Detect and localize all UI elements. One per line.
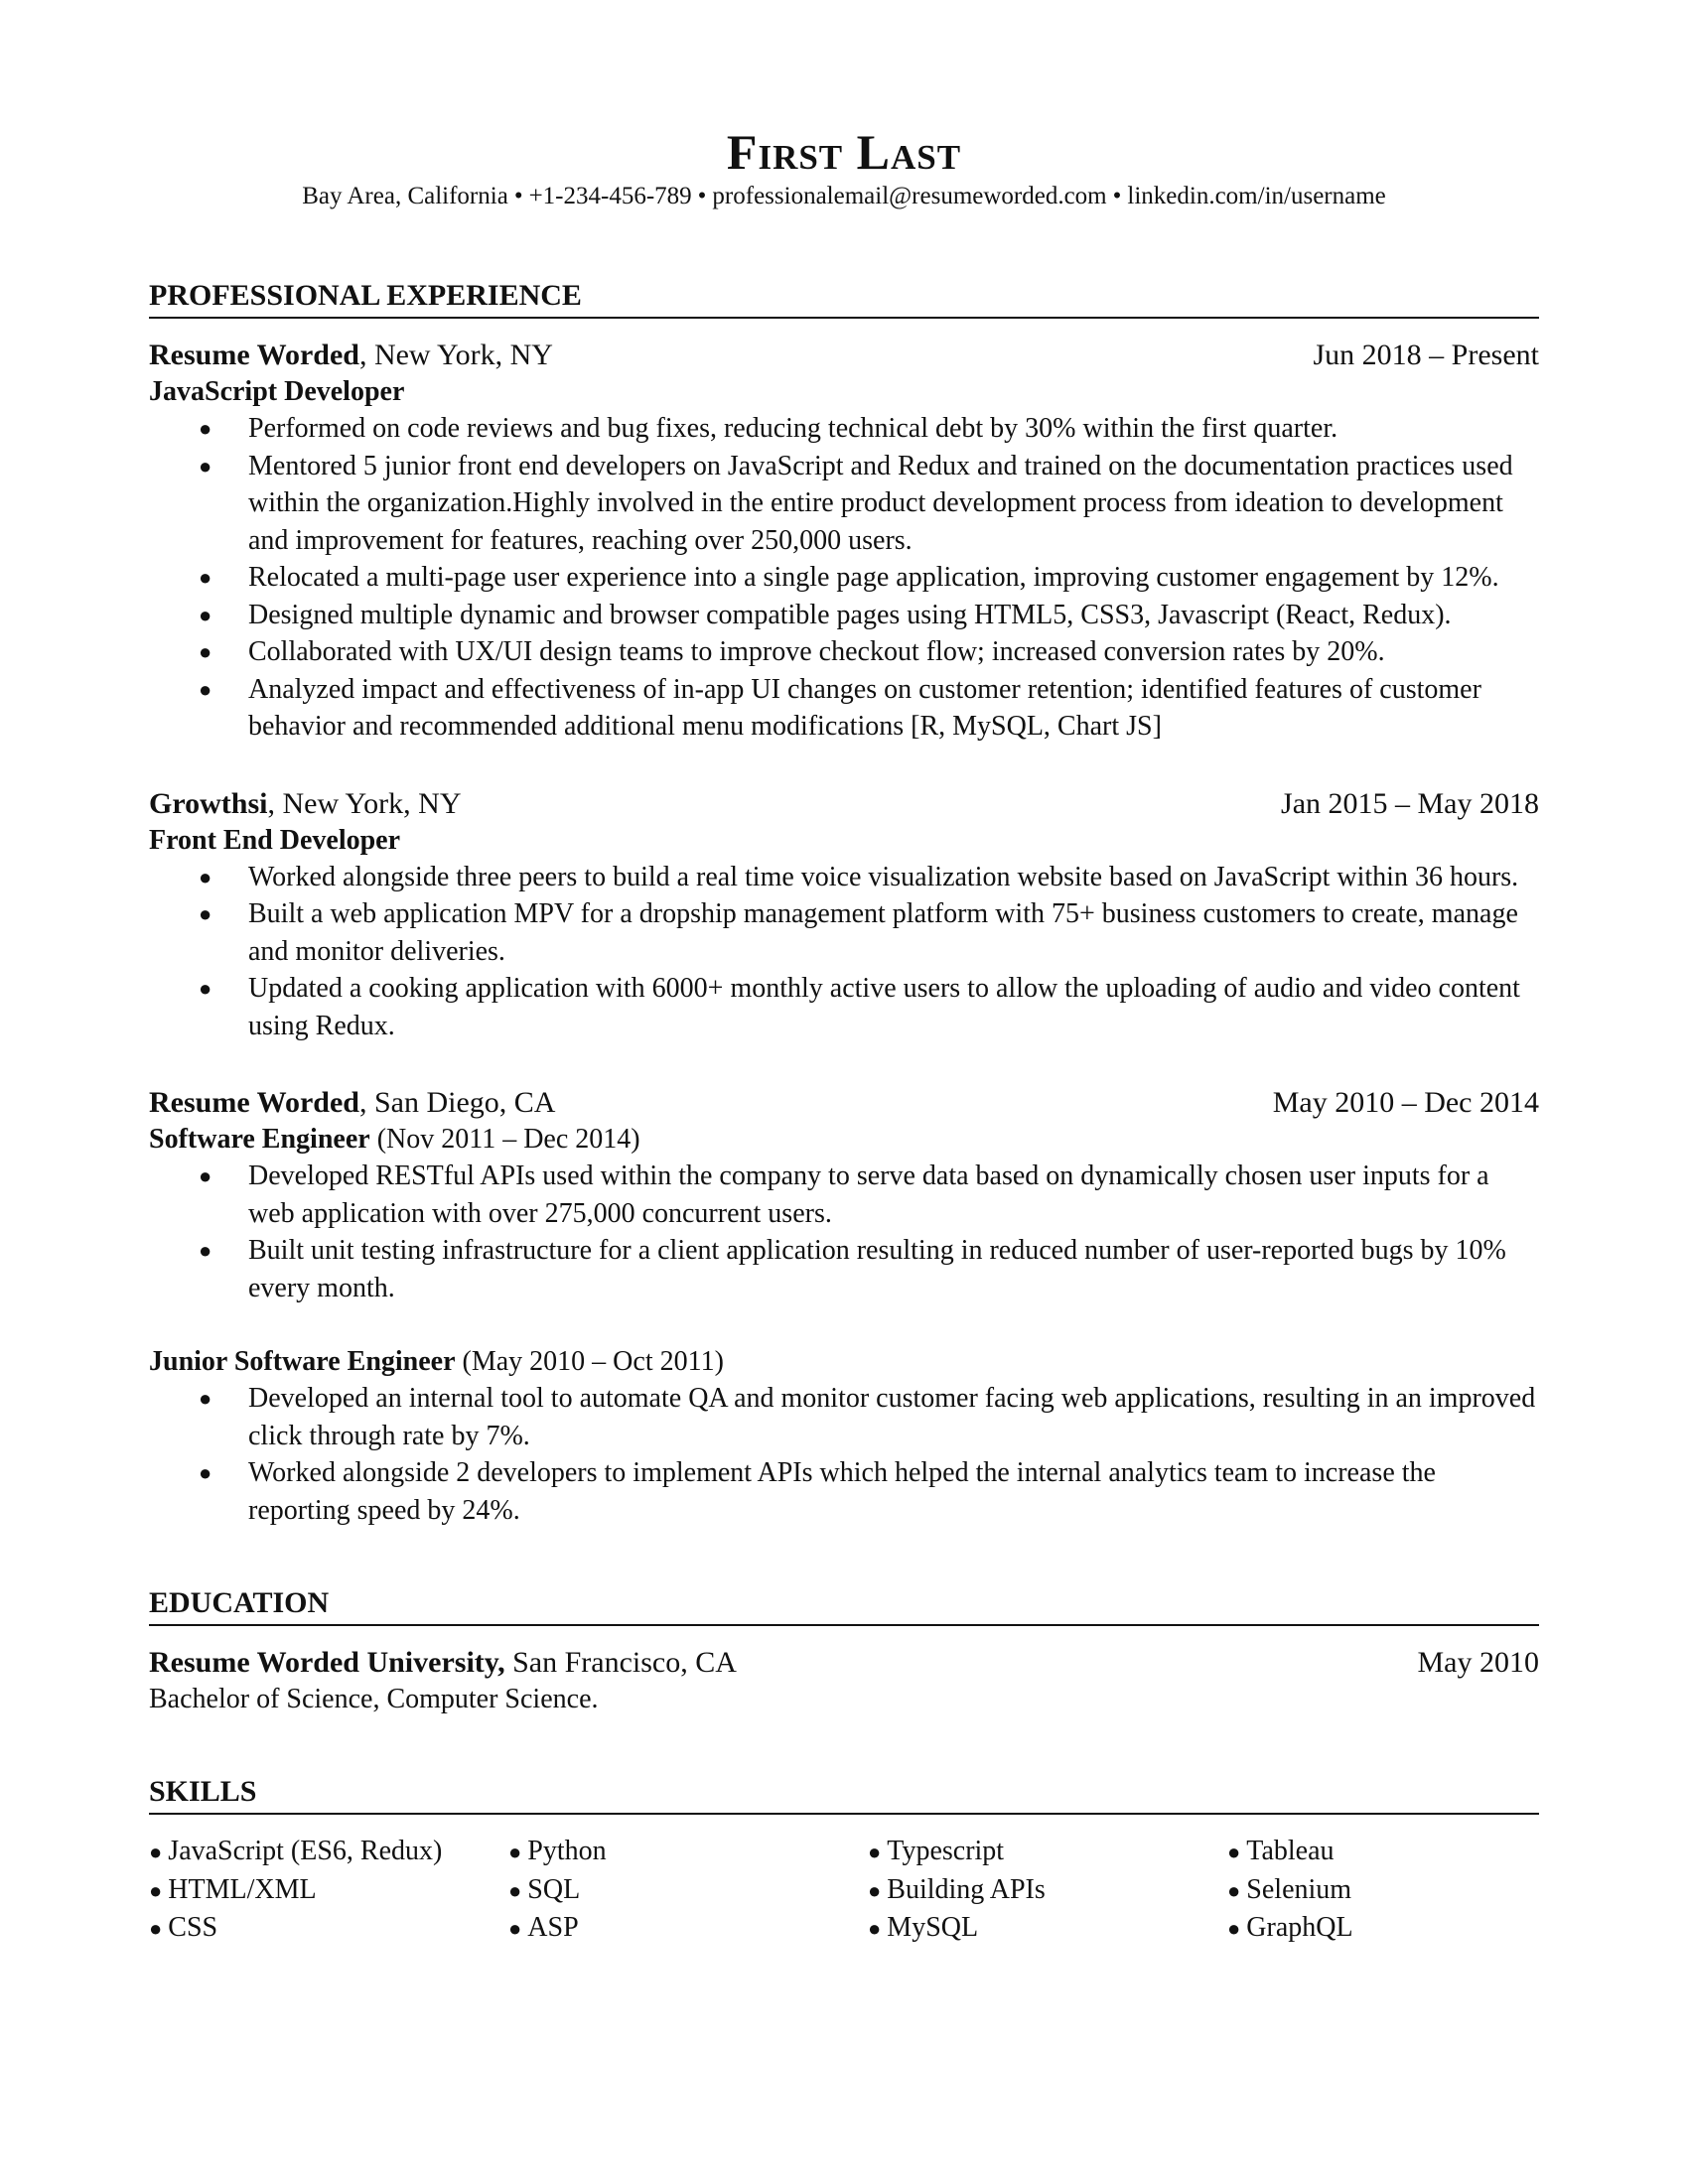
- bullet-item: [149, 1232, 1539, 1306]
- contact-separator: •: [1112, 183, 1122, 209]
- resume-page: [149, 124, 1539, 1948]
- job-employer: [149, 785, 461, 823]
- skill-label: CSS: [168, 1912, 218, 1943]
- skill-label: Tableau: [1246, 1836, 1335, 1866]
- graduation-date: May 2010: [1417, 1646, 1539, 1679]
- bullet-text: Analyzed impact and effectiveness of in-app UI changes on customer retention; identified features of customer behavior and recommended additional menu modifications [R, MySQL, Chart JS]: [248, 673, 1481, 742]
- skill-item: [508, 1833, 868, 1871]
- contact-phone: +1-234-456-789: [528, 183, 692, 209]
- company-name: Resume Worded: [149, 339, 359, 371]
- skill-item: [149, 1833, 508, 1871]
- skill-item: [1227, 1871, 1539, 1910]
- bullet-text: Collaborated with UX/UI design teams to improve checkout flow; increased conversion rates by 20%.: [248, 636, 1385, 667]
- role-dates: (May 2010 – Oct 2011): [455, 1346, 724, 1377]
- job-role: Junior Software Engineer: [149, 1346, 456, 1377]
- job-employer: [149, 1084, 555, 1122]
- education-header: [149, 1644, 1539, 1682]
- bullet-text: Updated a cooking application with 6000+ monthly active users to allow the uploading of audio and video content using Redux.: [248, 973, 1520, 1041]
- contact-location: Bay Area, California: [302, 183, 508, 209]
- bullet-item: [149, 1380, 1539, 1454]
- bullet-dot: ●: [199, 639, 212, 664]
- bullet-text: Relocated a multi-page user experience into a single page application, improving customer engagement by 12%.: [248, 562, 1499, 593]
- skill-item: [868, 1871, 1227, 1910]
- job-role: Software Engineer: [149, 1124, 370, 1155]
- education-section: [149, 1584, 1539, 1717]
- skill-item: [149, 1909, 508, 1948]
- job-employer: [149, 337, 553, 374]
- company-name: Growthsi: [149, 786, 268, 820]
- candidate-name: First Last: [726, 124, 962, 180]
- bullet-item: [149, 895, 1539, 970]
- skill-label: Building APIs: [887, 1873, 1046, 1905]
- job-entry: [149, 337, 1539, 746]
- experience-section: [149, 277, 1539, 1529]
- bullet-text: Built a web application MPV for a dropship management platform with 75+ business customers to create, manage and monitor deliveries.: [248, 898, 1518, 967]
- education-heading: EDUCATION: [149, 1584, 1539, 1626]
- job-header: [149, 337, 1539, 374]
- skill-label: MySQL: [887, 1912, 979, 1943]
- company-location: , San Diego, CA: [358, 1086, 556, 1119]
- skills-section: [149, 1773, 1539, 1948]
- skill-bullet: ●: [868, 1916, 882, 1941]
- bullet-item: [149, 410, 1539, 448]
- company-location: , New York, NY: [358, 339, 553, 371]
- bullet-text: Mentored 5 junior front end developers on JavaScript and Redux and trained on the documentation practices used within the organization.Highly involved in the entire product development process from ideation to development and improvement for features, reaching over 250,000 users.: [248, 450, 1513, 556]
- skill-item: [508, 1909, 868, 1948]
- job-bullets: [149, 1158, 1539, 1306]
- bullet-item: [149, 1454, 1539, 1529]
- skill-item: [868, 1909, 1227, 1948]
- role-dates: (Nov 2011 – Dec 2014): [369, 1124, 640, 1155]
- skill-item: [1227, 1833, 1539, 1871]
- bullet-dot: ●: [199, 676, 212, 702]
- sub-role-entry: [149, 1344, 1539, 1529]
- skills-heading: SKILLS: [149, 1773, 1539, 1815]
- bullet-text: Performed on code reviews and bug fixes, reducing technical debt by 30% within the first quarter.: [248, 413, 1338, 444]
- skill-bullet: ●: [149, 1877, 163, 1903]
- job-dates: Jan 2015 – May 2018: [1281, 786, 1539, 820]
- skill-label: GraphQL: [1246, 1912, 1353, 1943]
- skill-label: SQL: [527, 1873, 581, 1905]
- bullet-item: [149, 559, 1539, 597]
- job-role: Front End Developer: [149, 824, 401, 856]
- job-entry: [149, 785, 1539, 1045]
- bullet-text: Developed an internal tool to automate QA and monitor customer facing web applications, resulting in an improved click through rate by 7%.: [248, 1383, 1536, 1451]
- skill-bullet: ●: [1227, 1916, 1241, 1941]
- contact-linkedin: linkedin.com/in/username: [1127, 183, 1386, 209]
- bullet-text: Designed multiple dynamic and browser compatible pages using HTML5, CSS3, Javascript (React, Redux).: [248, 599, 1452, 630]
- skill-label: Selenium: [1246, 1873, 1352, 1905]
- bullet-dot: ●: [199, 1460, 212, 1485]
- job-role: JavaScript Developer: [149, 376, 405, 407]
- job-bullets: [149, 859, 1539, 1045]
- company-name: Resume Worded: [149, 1086, 359, 1119]
- school-location: San Francisco, CA: [504, 1646, 737, 1679]
- role-line: [149, 823, 1539, 859]
- bullet-item: [149, 671, 1539, 746]
- bullet-dot: ●: [199, 602, 212, 627]
- school-line: [149, 1644, 737, 1682]
- experience-heading: PROFESSIONAL EXPERIENCE: [149, 277, 1539, 319]
- skill-label: ASP: [527, 1912, 579, 1943]
- skill-bullet: ●: [508, 1916, 522, 1941]
- skill-item: [508, 1871, 868, 1910]
- bullet-text: Developed RESTful APIs used within the company to serve data based on dynamically chosen user inputs for a web application with over 275,000 concurrent users.: [248, 1160, 1489, 1229]
- bullet-dot: ●: [199, 976, 212, 1001]
- job-dates: Jun 2018 – Present: [1313, 339, 1539, 371]
- job-bullets: [149, 1380, 1539, 1529]
- bullet-dot: ●: [199, 565, 212, 590]
- skill-bullet: ●: [149, 1916, 163, 1941]
- bullet-text: Worked alongside 2 developers to implement APIs which helped the internal analytics team to increase the reporting speed by 24%.: [248, 1457, 1436, 1526]
- skill-bullet: ●: [868, 1840, 882, 1864]
- bullet-dot: ●: [199, 864, 212, 889]
- bullet-dot: ●: [199, 1386, 212, 1411]
- skills-grid: [149, 1833, 1539, 1948]
- skill-bullet: ●: [149, 1840, 163, 1864]
- skill-item: [149, 1871, 508, 1910]
- skill-label: HTML/XML: [168, 1873, 317, 1905]
- contact-separator: •: [513, 183, 523, 209]
- skill-label: JavaScript (ES6, Redux): [168, 1836, 443, 1866]
- bullet-text: Built unit testing infrastructure for a client application resulting in reduced number of user-reported bugs by 10% every month.: [248, 1235, 1506, 1303]
- skill-label: Typescript: [887, 1836, 1005, 1866]
- contact-email: professionalemail@resumeworded.com: [712, 183, 1107, 209]
- skill-label: Python: [527, 1836, 607, 1866]
- bullet-item: [149, 448, 1539, 560]
- degree: Bachelor of Science, Computer Science.: [149, 1684, 599, 1714]
- bullet-item: [149, 859, 1539, 896]
- bullet-dot: ●: [199, 416, 212, 441]
- role-line: [149, 1344, 1539, 1380]
- bullet-item: [149, 633, 1539, 671]
- skill-bullet: ●: [508, 1840, 522, 1864]
- job-dates: May 2010 – Dec 2014: [1272, 1086, 1539, 1119]
- job-entry: [149, 1084, 1539, 1529]
- job-header: [149, 1084, 1539, 1122]
- role-line: [149, 374, 1539, 410]
- bullet-dot: ●: [199, 453, 212, 478]
- school-name: Resume Worded University,: [149, 1646, 505, 1679]
- skill-bullet: ●: [508, 1877, 522, 1903]
- contact-line: [149, 180, 1539, 213]
- bullet-item: [149, 597, 1539, 634]
- skill-bullet: ●: [1227, 1840, 1241, 1864]
- company-location: , New York, NY: [267, 786, 462, 820]
- bullet-item: [149, 970, 1539, 1044]
- job-bullets: [149, 410, 1539, 746]
- role-line: [149, 1122, 1539, 1158]
- contact-separator: •: [697, 183, 707, 209]
- bullet-dot: ●: [199, 901, 212, 926]
- bullet-dot: ●: [199, 1163, 212, 1188]
- bullet-dot: ●: [199, 1238, 212, 1263]
- skill-bullet: ●: [868, 1877, 882, 1903]
- skill-item: [1227, 1909, 1539, 1948]
- skill-item: [868, 1833, 1227, 1871]
- bullet-text: Worked alongside three peers to build a real time voice visualization website based on JavaScript within 36 hours.: [248, 861, 1519, 892]
- job-header: [149, 785, 1539, 823]
- bullet-item: [149, 1158, 1539, 1232]
- skill-bullet: ●: [1227, 1877, 1241, 1903]
